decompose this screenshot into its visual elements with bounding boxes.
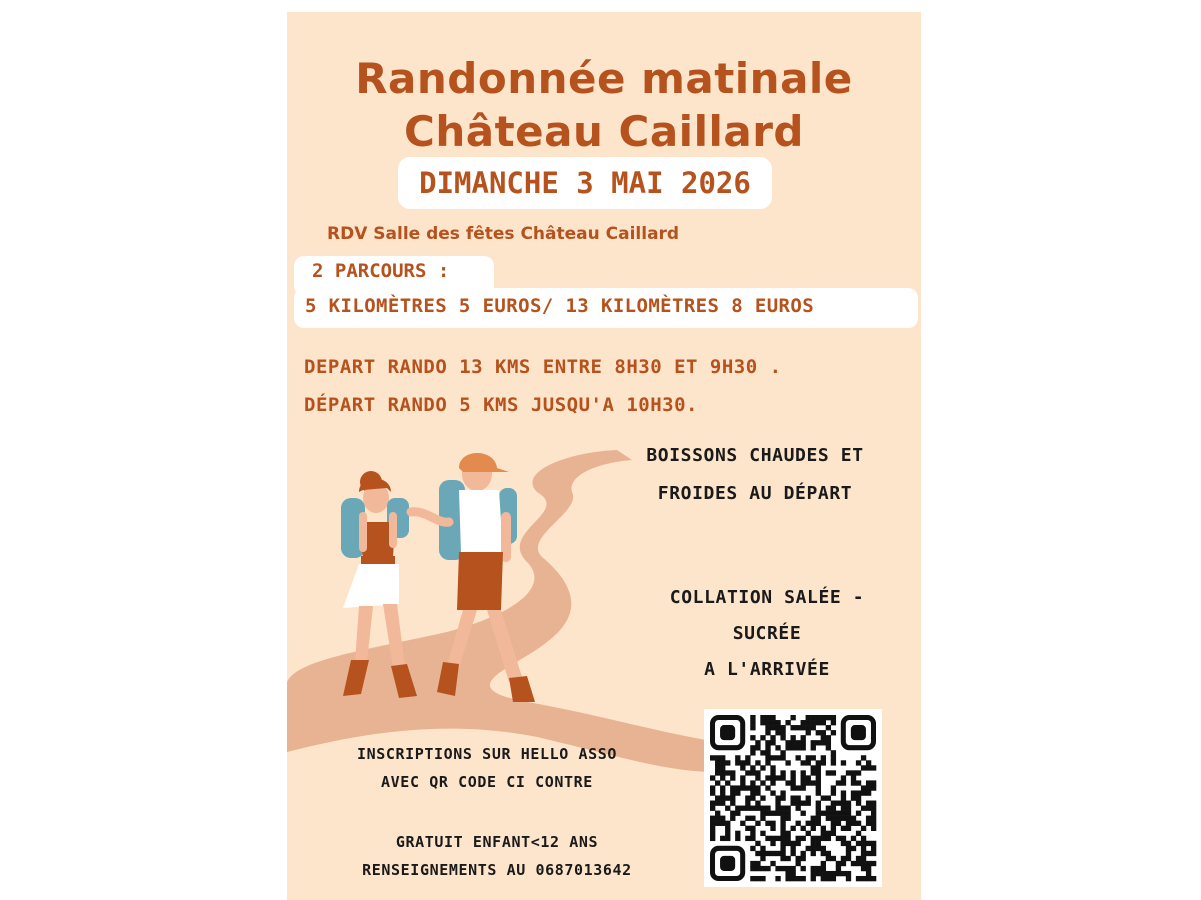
parcours-label: 2 PARCOURS :: [312, 260, 450, 282]
drinks-info: [605, 437, 905, 513]
phone-info-line: RENSEIGNEMENTS AU 0687013642: [362, 861, 632, 879]
qr-finder-pattern: [713, 718, 743, 748]
contact-info: [305, 828, 689, 884]
inscription-info: [327, 740, 647, 796]
meeting-point: RDV Salle des fêtes Château Caillard: [327, 224, 680, 244]
departure-13km: DEPART RANDO 13 KMS ENTRE 8H30 ET 9H30 .: [304, 356, 782, 378]
inscription-line2: AVEC QR CODE CI CONTRE: [381, 773, 593, 791]
drinks-line2: FROIDES AU DÉPART: [657, 483, 853, 504]
departure-5km: DÉPART RANDO 5 KMS JUSQU'A 10H30.: [304, 394, 698, 416]
snack-info: [627, 580, 907, 688]
snack-line1: COLLATION SALÉE -: [669, 587, 865, 608]
qr-code-graphic: [704, 709, 882, 887]
free-children-line: GRATUIT ENFANT<12 ANS: [395, 833, 599, 851]
drinks-line1: BOISSONS CHAUDES ET: [646, 445, 864, 466]
event-date: DIMANCHE 3 MAI 2026: [419, 166, 751, 200]
qr-code-icon[interactable]: [704, 709, 882, 887]
inscription-line1: INSCRIPTIONS SUR HELLO ASSO: [356, 745, 618, 763]
event-poster: [287, 12, 921, 900]
parcours-detail: 5 KILOMÈTRES 5 EUROS/ 13 KILOMÈTRES 8 EUROS: [305, 295, 815, 317]
snack-line2: SUCRÉE: [732, 623, 802, 644]
snack-line3: A L'ARRIVÉE: [704, 659, 830, 680]
qr-finder-pattern: [713, 848, 743, 878]
qr-finder-pattern: [843, 718, 873, 748]
poster-title-line1: Randonnée matinale: [355, 54, 853, 103]
poster-title-line2: Château Caillard: [404, 107, 804, 156]
